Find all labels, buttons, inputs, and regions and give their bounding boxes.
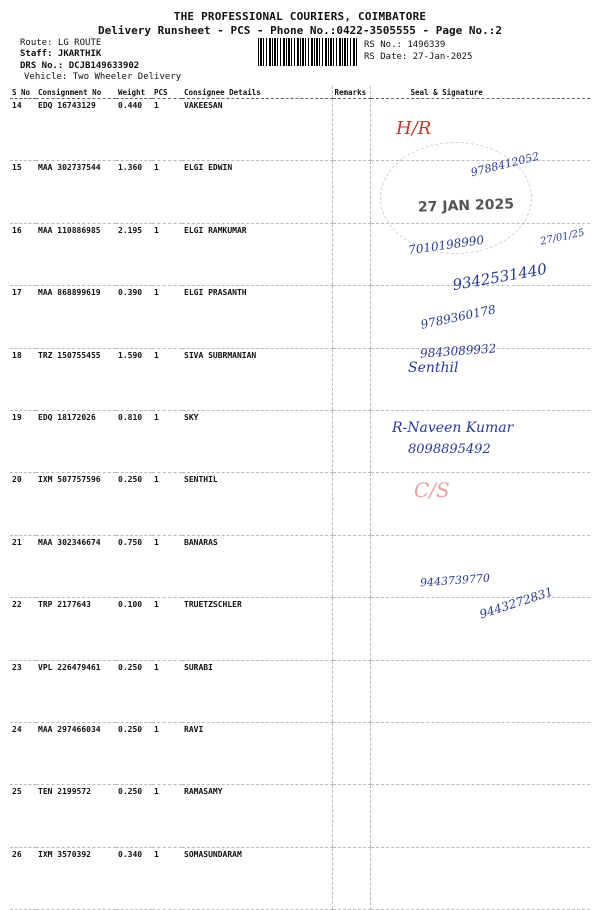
pcs: 1 (152, 410, 182, 472)
consignee: TRUETZSCHLER (182, 598, 332, 660)
pcs: 1 (152, 473, 182, 535)
remarks (332, 161, 370, 223)
route-label: Route: LG ROUTE (20, 38, 102, 48)
drs-number: DRS No.: DCJB149633902 (20, 61, 140, 71)
col-consignment: Consignment No (36, 86, 116, 99)
weight: 0.750 (116, 535, 152, 597)
staff-label: Staff: JKARTHIK (20, 49, 102, 59)
pcs: 1 (152, 847, 182, 909)
consignment-no: IXM 3570392 (36, 847, 116, 909)
consignment-no: MAA 302737544 (36, 161, 116, 223)
remarks (332, 410, 370, 472)
weight: 0.250 (116, 722, 152, 784)
consignee: ELGI RAMKUMAR (182, 223, 332, 285)
col-pcs: PCS (152, 86, 182, 99)
signature-22-name: R-Naveen Kumar (392, 420, 514, 436)
col-sno: S No (10, 86, 36, 99)
remarks (332, 847, 370, 909)
consignee: VAKEESAN (182, 99, 332, 161)
sno: 22 (10, 598, 36, 660)
pcs: 1 (152, 785, 182, 847)
col-weight: Weight (116, 86, 152, 99)
remarks (332, 722, 370, 784)
consignment-no: MAA 297466034 (36, 722, 116, 784)
remarks (332, 348, 370, 410)
consignment-no: MAA 110886985 (36, 223, 116, 285)
sno: 23 (10, 660, 36, 722)
signature-cell (370, 847, 590, 909)
consignment-no: IXM 507757596 (36, 473, 116, 535)
table-row (10, 660, 590, 722)
signature-15: 9788412052 (469, 149, 541, 180)
table-row (10, 473, 590, 535)
signature-cell (370, 785, 590, 847)
runsheet-subtitle: Delivery Runsheet - PCS - Phone No.:0422-3505555 - Page No.:2 (98, 24, 502, 37)
weight: 0.250 (116, 473, 152, 535)
signature-23: C/S (414, 478, 450, 502)
vehicle-label: Vehicle: Two Wheeler Delivery (24, 72, 182, 82)
consignee: RAVI (182, 722, 332, 784)
signature-17-date: 27/01/25 (539, 227, 586, 248)
table-row (10, 99, 590, 161)
rs-date: RS Date: 27-Jan-2025 (364, 52, 473, 62)
table-header-row (10, 86, 590, 99)
sno: 21 (10, 535, 36, 597)
rs-number: RS No.: 1496339 (364, 40, 446, 50)
pcs: 1 (152, 598, 182, 660)
col-consignee: Consignee Details (182, 86, 332, 99)
remarks (332, 785, 370, 847)
pcs: 1 (152, 660, 182, 722)
stamp-date: 27 JAN 2025 (417, 196, 515, 216)
consignment-no: TEN 2199572 (36, 785, 116, 847)
signature-cell (370, 660, 590, 722)
weight: 2.195 (116, 223, 152, 285)
signature-cell (370, 722, 590, 784)
pcs: 1 (152, 161, 182, 223)
sno: 19 (10, 410, 36, 472)
weight: 0.340 (116, 847, 152, 909)
consignee: RAMASAMY (182, 785, 332, 847)
pcs: 1 (152, 223, 182, 285)
pcs: 1 (152, 286, 182, 348)
consignment-no: VPL 226479461 (36, 660, 116, 722)
weight: 0.250 (116, 660, 152, 722)
consignment-no: TRZ 150755455 (36, 348, 116, 410)
remarks (332, 473, 370, 535)
pcs: 1 (152, 535, 182, 597)
table-row (10, 785, 590, 847)
signature-14: H/R (396, 118, 432, 139)
consignee: SENTHIL (182, 473, 332, 535)
consignment-no: TRP 2177643 (36, 598, 116, 660)
sno: 25 (10, 785, 36, 847)
sno: 15 (10, 161, 36, 223)
table-row (10, 847, 590, 909)
remarks (332, 660, 370, 722)
consignee: SKY (182, 410, 332, 472)
table-row (10, 286, 590, 348)
remarks (332, 99, 370, 161)
signature-19: 9789360178 (419, 302, 497, 332)
barcode-icon (258, 38, 358, 66)
sno: 18 (10, 348, 36, 410)
consignment-no: EDQ 16743129 (36, 99, 116, 161)
remarks (332, 535, 370, 597)
pcs: 1 (152, 348, 182, 410)
pcs: 1 (152, 99, 182, 161)
signature-cell (370, 348, 590, 410)
signature-25: 9443739770 (419, 571, 491, 590)
sno: 26 (10, 847, 36, 909)
weight: 0.440 (116, 99, 152, 161)
consignee: SIVA SUBRMANIAN (182, 348, 332, 410)
remarks (332, 286, 370, 348)
col-signature: Seal & Signature (370, 86, 590, 99)
signature-26: 9443272831 (477, 584, 555, 622)
signature-17: 7010198990 (407, 232, 485, 258)
table-row (10, 348, 590, 410)
weight: 0.390 (116, 286, 152, 348)
sno: 16 (10, 223, 36, 285)
signature-20-phone: 9843089932 (419, 341, 497, 361)
sno: 17 (10, 286, 36, 348)
consignment-no: EDQ 18172026 (36, 410, 116, 472)
weight: 0.100 (116, 598, 152, 660)
consignment-no: MAA 302346674 (36, 535, 116, 597)
sno: 24 (10, 722, 36, 784)
weight: 1.360 (116, 161, 152, 223)
company-title: THE PROFESSIONAL COURIERS, COIMBATORE (173, 10, 427, 23)
signature-cell (370, 473, 590, 535)
signature-cell (370, 535, 590, 597)
remarks (332, 223, 370, 285)
consignee: SURABI (182, 660, 332, 722)
consignee: BANARAS (182, 535, 332, 597)
remarks (332, 598, 370, 660)
sno: 20 (10, 473, 36, 535)
consignee: ELGI EDWIN (182, 161, 332, 223)
signature-22-phone: 8098895492 (408, 442, 491, 457)
signature-18: 9342531440 (451, 259, 549, 295)
consignee: SOMASUNDARAM (182, 847, 332, 909)
weight: 1.590 (116, 348, 152, 410)
col-remarks: Remarks (332, 86, 370, 99)
table-row (10, 535, 590, 597)
weight: 0.250 (116, 785, 152, 847)
signature-20-name: Senthil (408, 360, 459, 376)
weight: 0.810 (116, 410, 152, 472)
consignment-no: MAA 868899619 (36, 286, 116, 348)
sno: 14 (10, 99, 36, 161)
consignee: ELGI PRASANTH (182, 286, 332, 348)
table-row (10, 722, 590, 784)
pcs: 1 (152, 722, 182, 784)
